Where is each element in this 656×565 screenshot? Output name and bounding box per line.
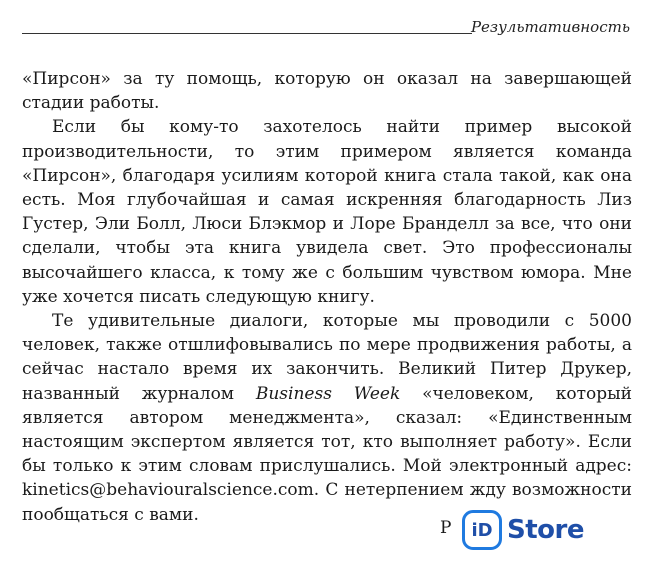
watermark-logo xyxy=(462,510,584,550)
body-text xyxy=(22,67,632,527)
watermark-brand: Store xyxy=(507,515,584,545)
magazine-name: Business Week xyxy=(255,383,401,404)
paragraph-3-part-b: «человеком, который является автором менеджмента», сказал: «Единственным настоящим экспертом является тот, кто выполняет работу». Если бы только к этим словам прислушались. Мой электронный адрес: kinetics@behaviouralscience.com. С нетерпением жду возможности пообщаться с вами. xyxy=(22,383,632,525)
header-rule xyxy=(22,33,472,34)
running-title: Результативность xyxy=(470,18,630,36)
paragraph-3-part-a: Те удивительные диалоги, которые мы проводили с 5000 человек, также отшлифовывались по мере продвижения работы, а сейчас настало время их закончить. Великий Питер Друкер, названный журналом xyxy=(22,311,632,404)
paragraph-2: Если бы кому-то захотелось найти пример высокой производительности, то этим примером является команда «Пирсон», благодаря усилиям которой книга стала такой, как она есть. Моя глубочайшая и самая искренняя благодарность Лиз Густер, Эли Болл, Люси Блэкмор и Лоре Бранделл за все, что они сделали, чтобы эта книга увидела свет. Это профессионалы высочайшего класса, к тому же с большим чувством юмора. Мне уже хочется писать следующую книгу. xyxy=(22,117,632,307)
paragraph-1: «Пирсон» за ту помощь, которую он оказал на завершающей стадии работы. xyxy=(22,69,632,114)
watermark-badge: iD xyxy=(462,510,502,550)
page-header xyxy=(22,14,630,38)
paragraph-3 xyxy=(22,309,632,527)
author-signature: Р xyxy=(440,518,452,538)
